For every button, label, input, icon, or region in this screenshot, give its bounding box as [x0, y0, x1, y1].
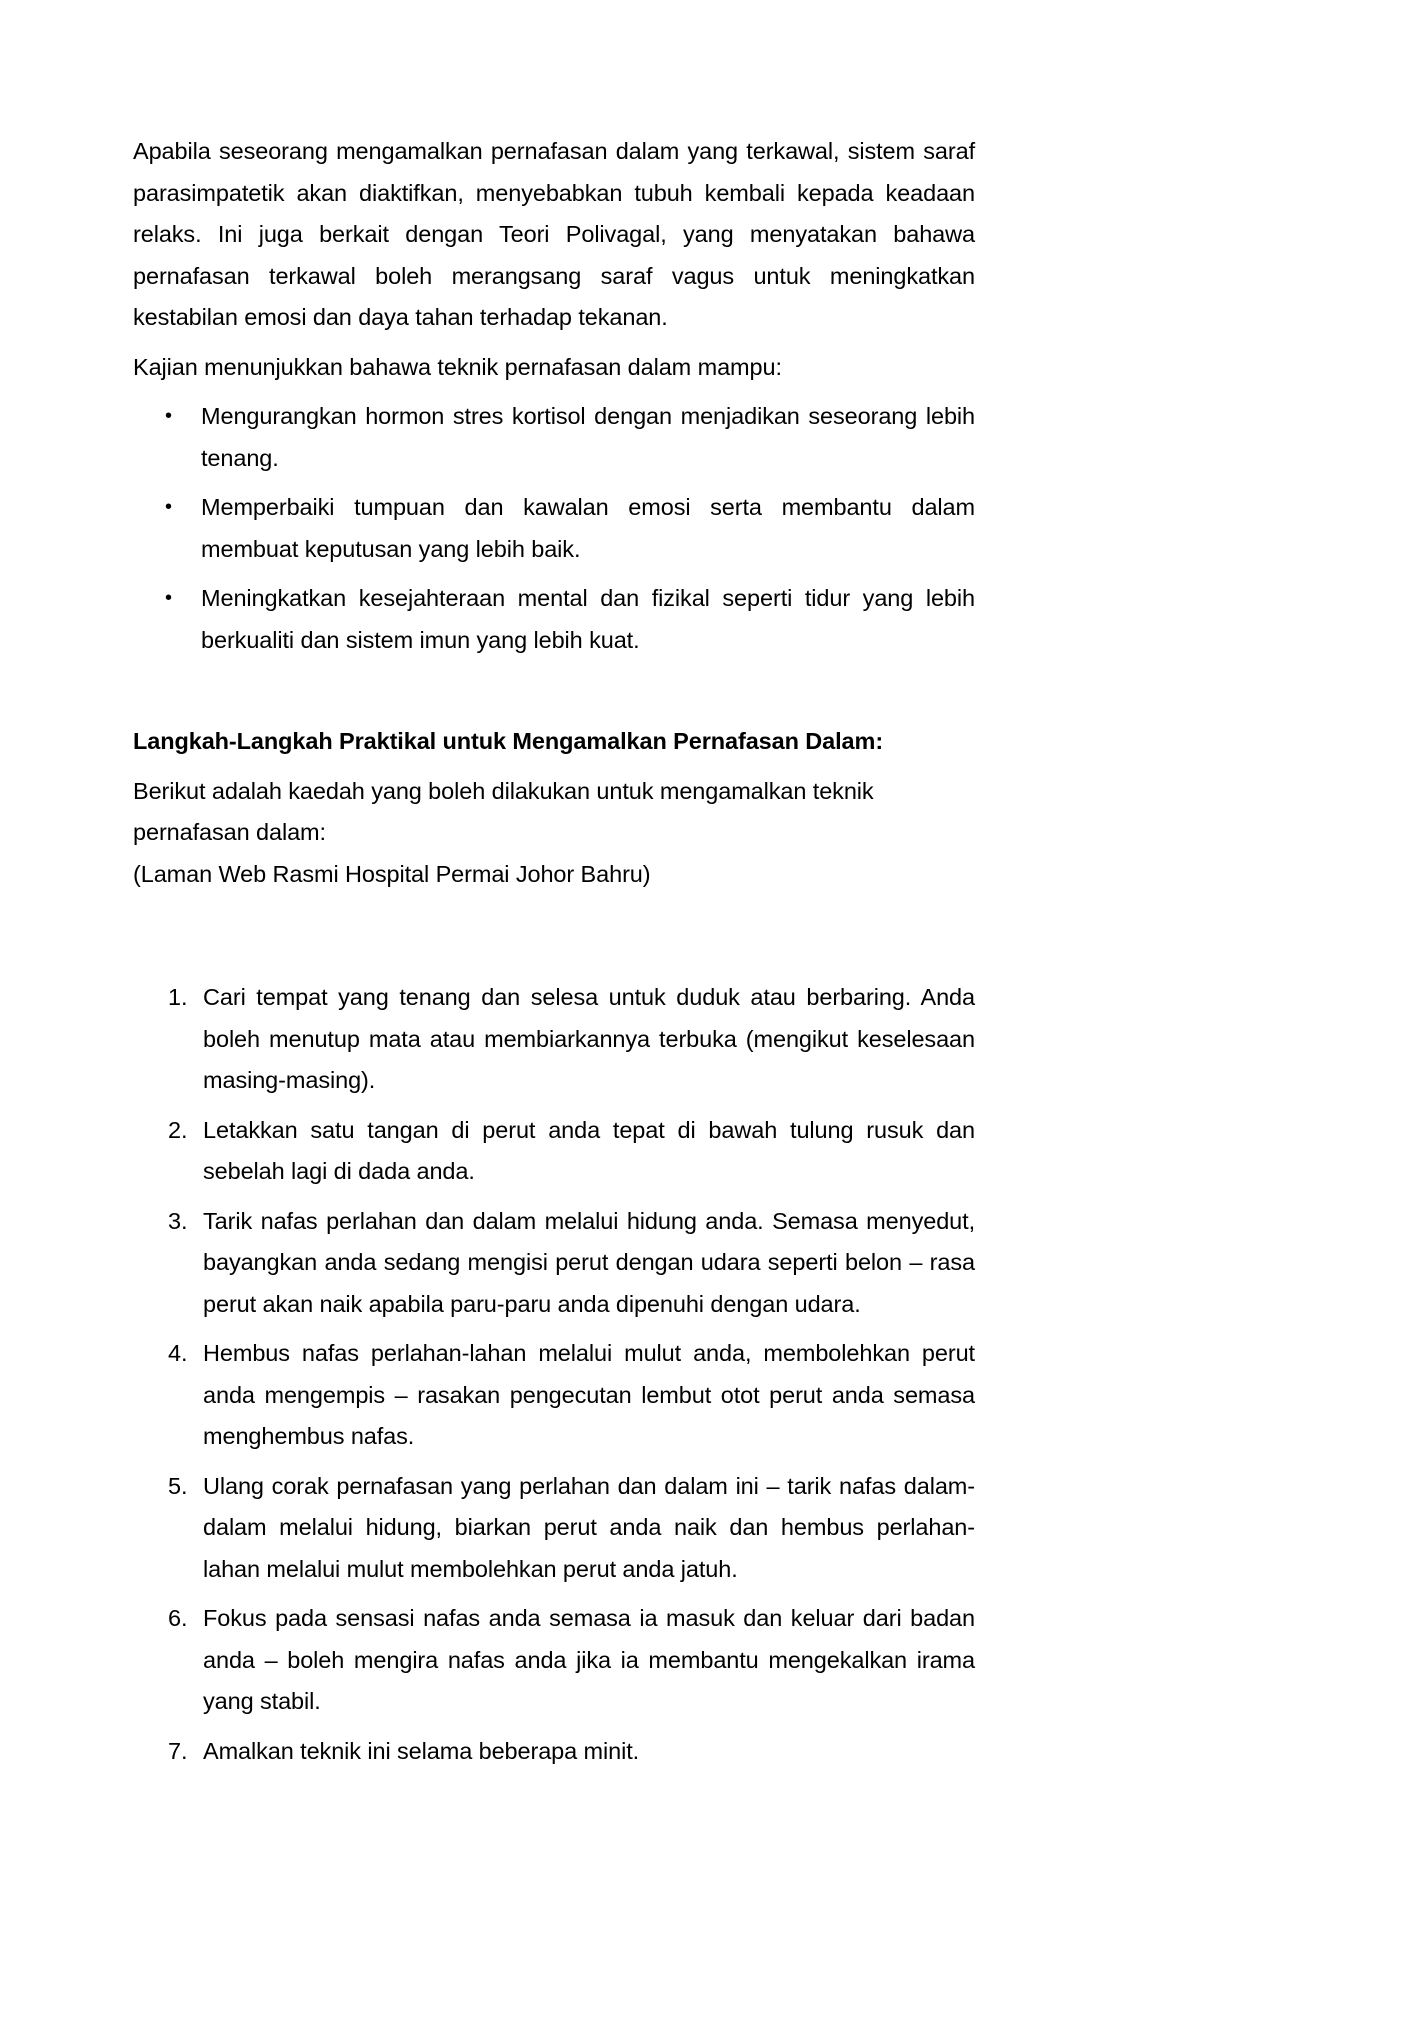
list-item-text: Mengurangkan hormon stres kortisol dengan menjadikan seseorang lebih tenang. — [201, 403, 975, 471]
list-item — [133, 1333, 975, 1458]
paragraph-berikut: Berikut adalah kaedah yang boleh dilakukan untuk mengamalkan teknik pernafasan dalam: — [133, 777, 874, 845]
spacer — [133, 955, 975, 977]
list-item-text: Letakkan satu tangan di perut anda tepat di bawah tulung rusuk dan sebelah lagi di dada anda. — [203, 1116, 975, 1184]
list-item-text: Cari tempat yang tenang dan selesa untuk duduk atau berbaring. Anda boleh menutup mata atau membiarkannya terbuka (mengikut keselesaan masing-masing). — [203, 984, 975, 1093]
bullet-icon: • — [165, 587, 172, 609]
list-item-number: 5. — [168, 1472, 188, 1499]
list-item-number: 2. — [168, 1116, 188, 1143]
paragraph-source-note: (Laman Web Rasmi Hospital Permai Johor Bahru) — [133, 860, 651, 887]
list-item-number: 1. — [168, 984, 188, 1010]
list-item — [133, 1466, 975, 1591]
list-item — [133, 1201, 975, 1326]
list-item — [133, 578, 975, 661]
list-item-text: Amalkan teknik ini selama beberapa minit. — [203, 1737, 640, 1764]
list-item-text: Fokus pada sensasi nafas anda semasa ia masuk dan keluar dari badan anda – boleh mengira nafas anda jika ia membantu mengekalkan irama yang stabil. — [203, 1605, 975, 1714]
list-item — [133, 396, 975, 479]
document-content — [133, 131, 975, 1772]
spacer — [133, 339, 975, 347]
list-item-text: Meningkatkan kesejahteraan mental dan fizikal seperti tidur yang lebih berkualiti dan sistem imun yang lebih kuat. — [201, 585, 975, 653]
list-item-number: 6. — [168, 1605, 188, 1631]
list-item — [133, 1731, 975, 1773]
list-item-text: Tarik nafas perlahan dan dalam melalui hidung anda. Semasa menyedut, bayangkan anda sedang mengisi perut dengan udara seperti belon – rasa perut akan naik apabila paru-paru anda dipenuhi dengan udara. — [203, 1207, 975, 1317]
list-item-text: Memperbaiki tumpuan dan kawalan emosi serta membantu dalam membuat keputusan yang lebih baik. — [201, 494, 975, 562]
benefits-bullet-list — [133, 396, 975, 661]
paragraph-intro: Apabila seseorang mengamalkan pernafasan dalam yang terkawal, sistem saraf parasimpatetik akan diaktifkan, menyebabkan tubuh kembali kepada keadaan relaks. Ini juga berkait dengan Teori Polivagal, yang menyatakan bahawa pernafasan terkawal boleh merangsang saraf vagus untuk meningkatkan kestabilan emosi dan daya tahan terhadap tekanan. — [133, 138, 975, 330]
spacer — [133, 661, 975, 721]
list-item — [133, 977, 975, 1102]
bullet-icon: • — [165, 405, 172, 427]
list-item-number: 3. — [168, 1207, 188, 1234]
list-item — [133, 1598, 975, 1723]
section-heading: Langkah-Langkah Praktikal untuk Mengamalkan Pernafasan Dalam: — [133, 728, 884, 754]
list-item-number: 4. — [168, 1340, 188, 1366]
paragraph-kajian-lead: Kajian menunjukkan bahawa teknik pernafasan dalam mampu: — [133, 353, 782, 380]
bullet-icon: • — [165, 496, 172, 518]
spacer — [133, 763, 975, 771]
spacer — [133, 895, 975, 955]
practical-steps-list — [133, 977, 975, 1772]
list-item-text: Ulang corak pernafasan yang perlahan dan dalam ini – tarik nafas dalam-dalam melalui hidung, biarkan perut anda naik dan hembus perlahan-lahan melalui mulut membolehkan perut anda jatuh. — [203, 1472, 975, 1582]
spacer — [133, 388, 975, 396]
list-item — [133, 1110, 975, 1193]
list-item-number: 7. — [168, 1737, 188, 1764]
list-item — [133, 487, 975, 570]
list-item-text: Hembus nafas perlahan-lahan melalui mulut anda, membolehkan perut anda mengempis – rasakan pengecutan lembut otot perut anda semasa menghembus nafas. — [203, 1340, 975, 1449]
